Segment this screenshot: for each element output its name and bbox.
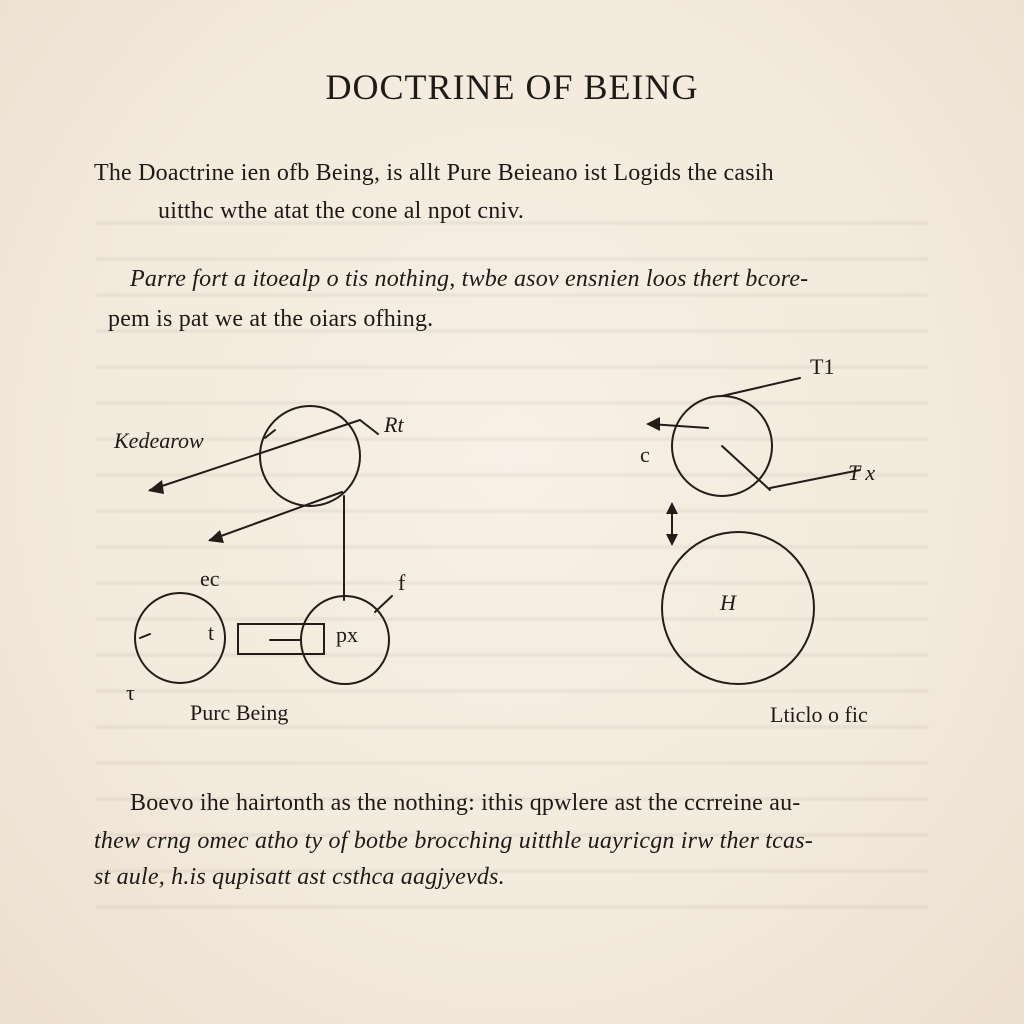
diagram-tick-2 bbox=[140, 634, 150, 638]
label-tau: τ bbox=[126, 680, 135, 705]
label-h: H bbox=[720, 590, 736, 615]
diagram-line-9 bbox=[770, 470, 860, 488]
label-tx: T x bbox=[848, 460, 876, 485]
label-t1: T1 bbox=[810, 354, 835, 379]
para3-line1: Boevo ihe hairtonth as the nothing: ithis qpwlere ast the ccrreine au- bbox=[130, 790, 801, 816]
diagram-circle-upper-left bbox=[260, 406, 360, 506]
label-rt: Rt bbox=[384, 412, 404, 437]
diagram-arrowhead-3 bbox=[646, 417, 660, 431]
label-ec: ec bbox=[200, 566, 220, 591]
diagram-line-3 bbox=[210, 492, 342, 540]
para3-line3: st aule, h.is qupisatt ast csthca aagjyevds. bbox=[94, 864, 505, 890]
label-f: f bbox=[398, 570, 406, 595]
diagram-arrowhead-5 bbox=[666, 534, 678, 546]
para1-line2: uitthc wthe atat the cone al npot cniv. bbox=[158, 198, 525, 224]
label-t-small: t bbox=[208, 620, 215, 645]
label-px: px bbox=[336, 622, 358, 647]
diagram-circle-lower-right bbox=[662, 532, 814, 684]
diagram-arrowhead-2 bbox=[208, 530, 224, 543]
diagram-arrowhead-4 bbox=[666, 502, 678, 514]
diagram-arrowhead-1 bbox=[148, 480, 164, 494]
diagram-line-7 bbox=[722, 378, 800, 396]
label-c: c bbox=[640, 442, 650, 467]
diagram-line-2 bbox=[360, 420, 378, 434]
label-kedearow: Kedearow bbox=[114, 428, 204, 453]
para2-line1: Parre fort a itoealp o tis nothing, twbe asov ensnien loos thert bcore- bbox=[130, 266, 809, 292]
para3-line2: thew crng omec atho ty of botbe brocching uitthle uayricgn irw ther tcas- bbox=[94, 828, 813, 854]
caption-pure-being: Purc Being bbox=[190, 700, 289, 725]
para2-line2: pem is pat we at the oiars ofhing. bbox=[108, 306, 434, 332]
diagram-line-8 bbox=[722, 446, 770, 490]
caption-right: Lticlo o fic bbox=[770, 702, 868, 727]
para1-line1: The Doactrine ien ofb Being, is allt Pure Beieano ist Logids the casih bbox=[94, 160, 774, 186]
page-title: DOCTRINE OF BEING bbox=[325, 67, 699, 107]
diagram-line-6 bbox=[375, 596, 392, 612]
